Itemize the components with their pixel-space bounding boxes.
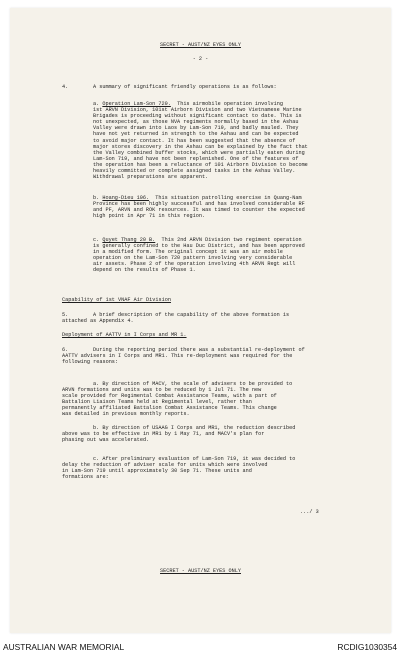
para4a-line: not unexpected, as those NVA regiments normally based in the Ashau <box>93 119 299 126</box>
para4c-line: in a modified form. The original concept it was an air mobile <box>93 249 283 256</box>
para6a-line-0: By direction of MACV, the scale of advisers to be provided to <box>102 381 293 387</box>
para4c-line: is generally confined to the Hau Duc District, and has been approved <box>93 243 305 250</box>
page-number: - 2 - <box>192 56 209 62</box>
para4c-line: air assets. Phase 2 of the operation involving 4th ARVN Regt will <box>93 261 296 268</box>
para6a-line: was detailed in previous monthly reports. <box>62 411 190 418</box>
document-page <box>10 8 391 633</box>
para4a-line: Brigades is proceeding without significant contact to date. This is <box>93 113 302 120</box>
para4a-line: the Valley combined buffer stocks, which were partially eaten during <box>93 149 305 156</box>
para6c-line: delay the reduction of adviser scale for units which were involved <box>62 462 268 468</box>
para4c-line-0: This 2nd ARVN Division two regiment operation <box>161 237 302 243</box>
para4b-line-0: This situation patrolling exercise in Quang-Nam <box>155 195 302 201</box>
para4c-line: operation on the Lam-Son 720 pattern involving very considerable <box>93 255 293 262</box>
bottom-classification: SECRET - AUST/NZ EYES ONLY <box>160 568 241 574</box>
para4a-line: Withdrawal preparations are apparent. <box>93 174 209 181</box>
para4b-title: Hoang-Dieu 106. <box>102 195 150 201</box>
para4c-line: depend on the results of Phase 1. <box>93 267 196 274</box>
para4b <box>93 195 383 219</box>
para6a-rest <box>62 387 382 417</box>
para6a-line: permanently affiliated Battalion Combat Assistance Teams. This change <box>62 405 277 412</box>
para4a-line: 1st ARVN Division, 101st Airborn Division and two Vietnamese Marine <box>93 107 302 114</box>
para6c-line: formations are: <box>62 474 109 481</box>
para4a-title: Operation Lam-Son 720. <box>102 101 171 107</box>
para4a-line: Lam-Son 719, and have not been replenished. One of the features of <box>93 155 299 162</box>
para6a-label: a. <box>93 381 100 387</box>
continuation-marker: .../ 3 <box>300 509 319 515</box>
para6-number: 6. <box>62 347 69 353</box>
para6a-line: Battalion Liaison Teams held at Regimental level, rather than <box>62 399 252 406</box>
para5-line: A brief description of the capability of the above formation is <box>93 312 290 318</box>
para4-number: 4. <box>62 84 69 90</box>
capability-heading: Capability of 1st VNAF Air Division <box>62 297 171 303</box>
para5-number: 5. <box>62 312 69 318</box>
para6b-label: b. <box>93 425 100 431</box>
para6-line: following reasons: <box>62 359 119 366</box>
para6c-line-0: After preliminary evaluation of Lam-Son 719, it was decided to <box>102 456 296 462</box>
document-body <box>10 8 391 633</box>
para6b-rest <box>62 431 382 443</box>
para6b-line-0: By direction of USAAG I Corps and MR1, the reduction described <box>102 425 296 431</box>
para4a-line: have not yet returned in strength to the Ashau and can be expected <box>93 131 299 138</box>
para4a-line: to avoid major contact. It has been suggested that the absence of <box>93 137 296 144</box>
para6-line: During the reporting period there was a substantial re-deployment of <box>93 347 305 353</box>
para6c-line: in Lam-Son 719 until approximately 30 Sep 71. These units and <box>62 468 252 475</box>
para4c-title: Quyet Thang 20 B. <box>102 237 156 243</box>
para5-line: attached as Appendix 4. <box>62 318 134 324</box>
document-id: RCDIG1030354 <box>337 642 397 652</box>
top-classification: SECRET - AUST/NZ EYES ONLY <box>160 42 241 48</box>
para4b-line: Province has been highly successful and has involved considerable RF <box>93 201 305 208</box>
para4c <box>93 237 383 274</box>
para4a-label: a. <box>93 101 100 107</box>
para6b-line: above was to be effective in MR1 by 1 May 71, and MACV's plan for <box>62 431 265 437</box>
para6a-line: scale provided for Regimental Combat Assistance Teams, with a part of <box>62 393 277 400</box>
para6b-line: phasing out was accelerated. <box>62 437 150 444</box>
para6a-line: ARVN formations and units was to be reduced by 1 Jul 71. The new <box>62 387 262 393</box>
para4a-line-0: This airmobile operation involving <box>177 101 283 107</box>
para6-line: AATTV advisers in I Corps and MR1. This re-deployment was required for the <box>62 353 293 359</box>
archive-name: AUSTRALIAN WAR MEMORIAL <box>3 642 125 652</box>
para4a <box>93 101 383 180</box>
deployment-heading: Deployment of AATTV in I Corps and MR 1. <box>62 332 187 338</box>
para4b-label: b. <box>93 195 100 201</box>
archive-footer <box>0 638 401 654</box>
para4a-line: Valley were drawn into Laos by Lam-Son 719, and badly mauled. They <box>93 125 299 132</box>
para4a-line: major stores discovery in the Ashau can be explained by the fact that <box>93 143 308 150</box>
para6-intro-rest <box>62 353 382 365</box>
para4b-line: and PF, ARVN and ROK resources. It was timed to counter the expected <box>93 207 305 214</box>
para4a-line: heavily committed or complete assigned tasks in the Ashau Valley. <box>93 168 296 175</box>
para6c-rest <box>62 462 382 480</box>
para4-intro: A summary of significant friendly operations is as follows: <box>93 84 277 90</box>
para5-continued <box>62 318 382 324</box>
para4c-label: c. <box>93 237 100 243</box>
para4a-line: the operation has been a reluctance of 101 Airborn Division to become <box>93 161 308 168</box>
para6c-label: c. <box>93 456 100 462</box>
para4b-line: high point in Apr 71 in this region. <box>93 213 206 220</box>
